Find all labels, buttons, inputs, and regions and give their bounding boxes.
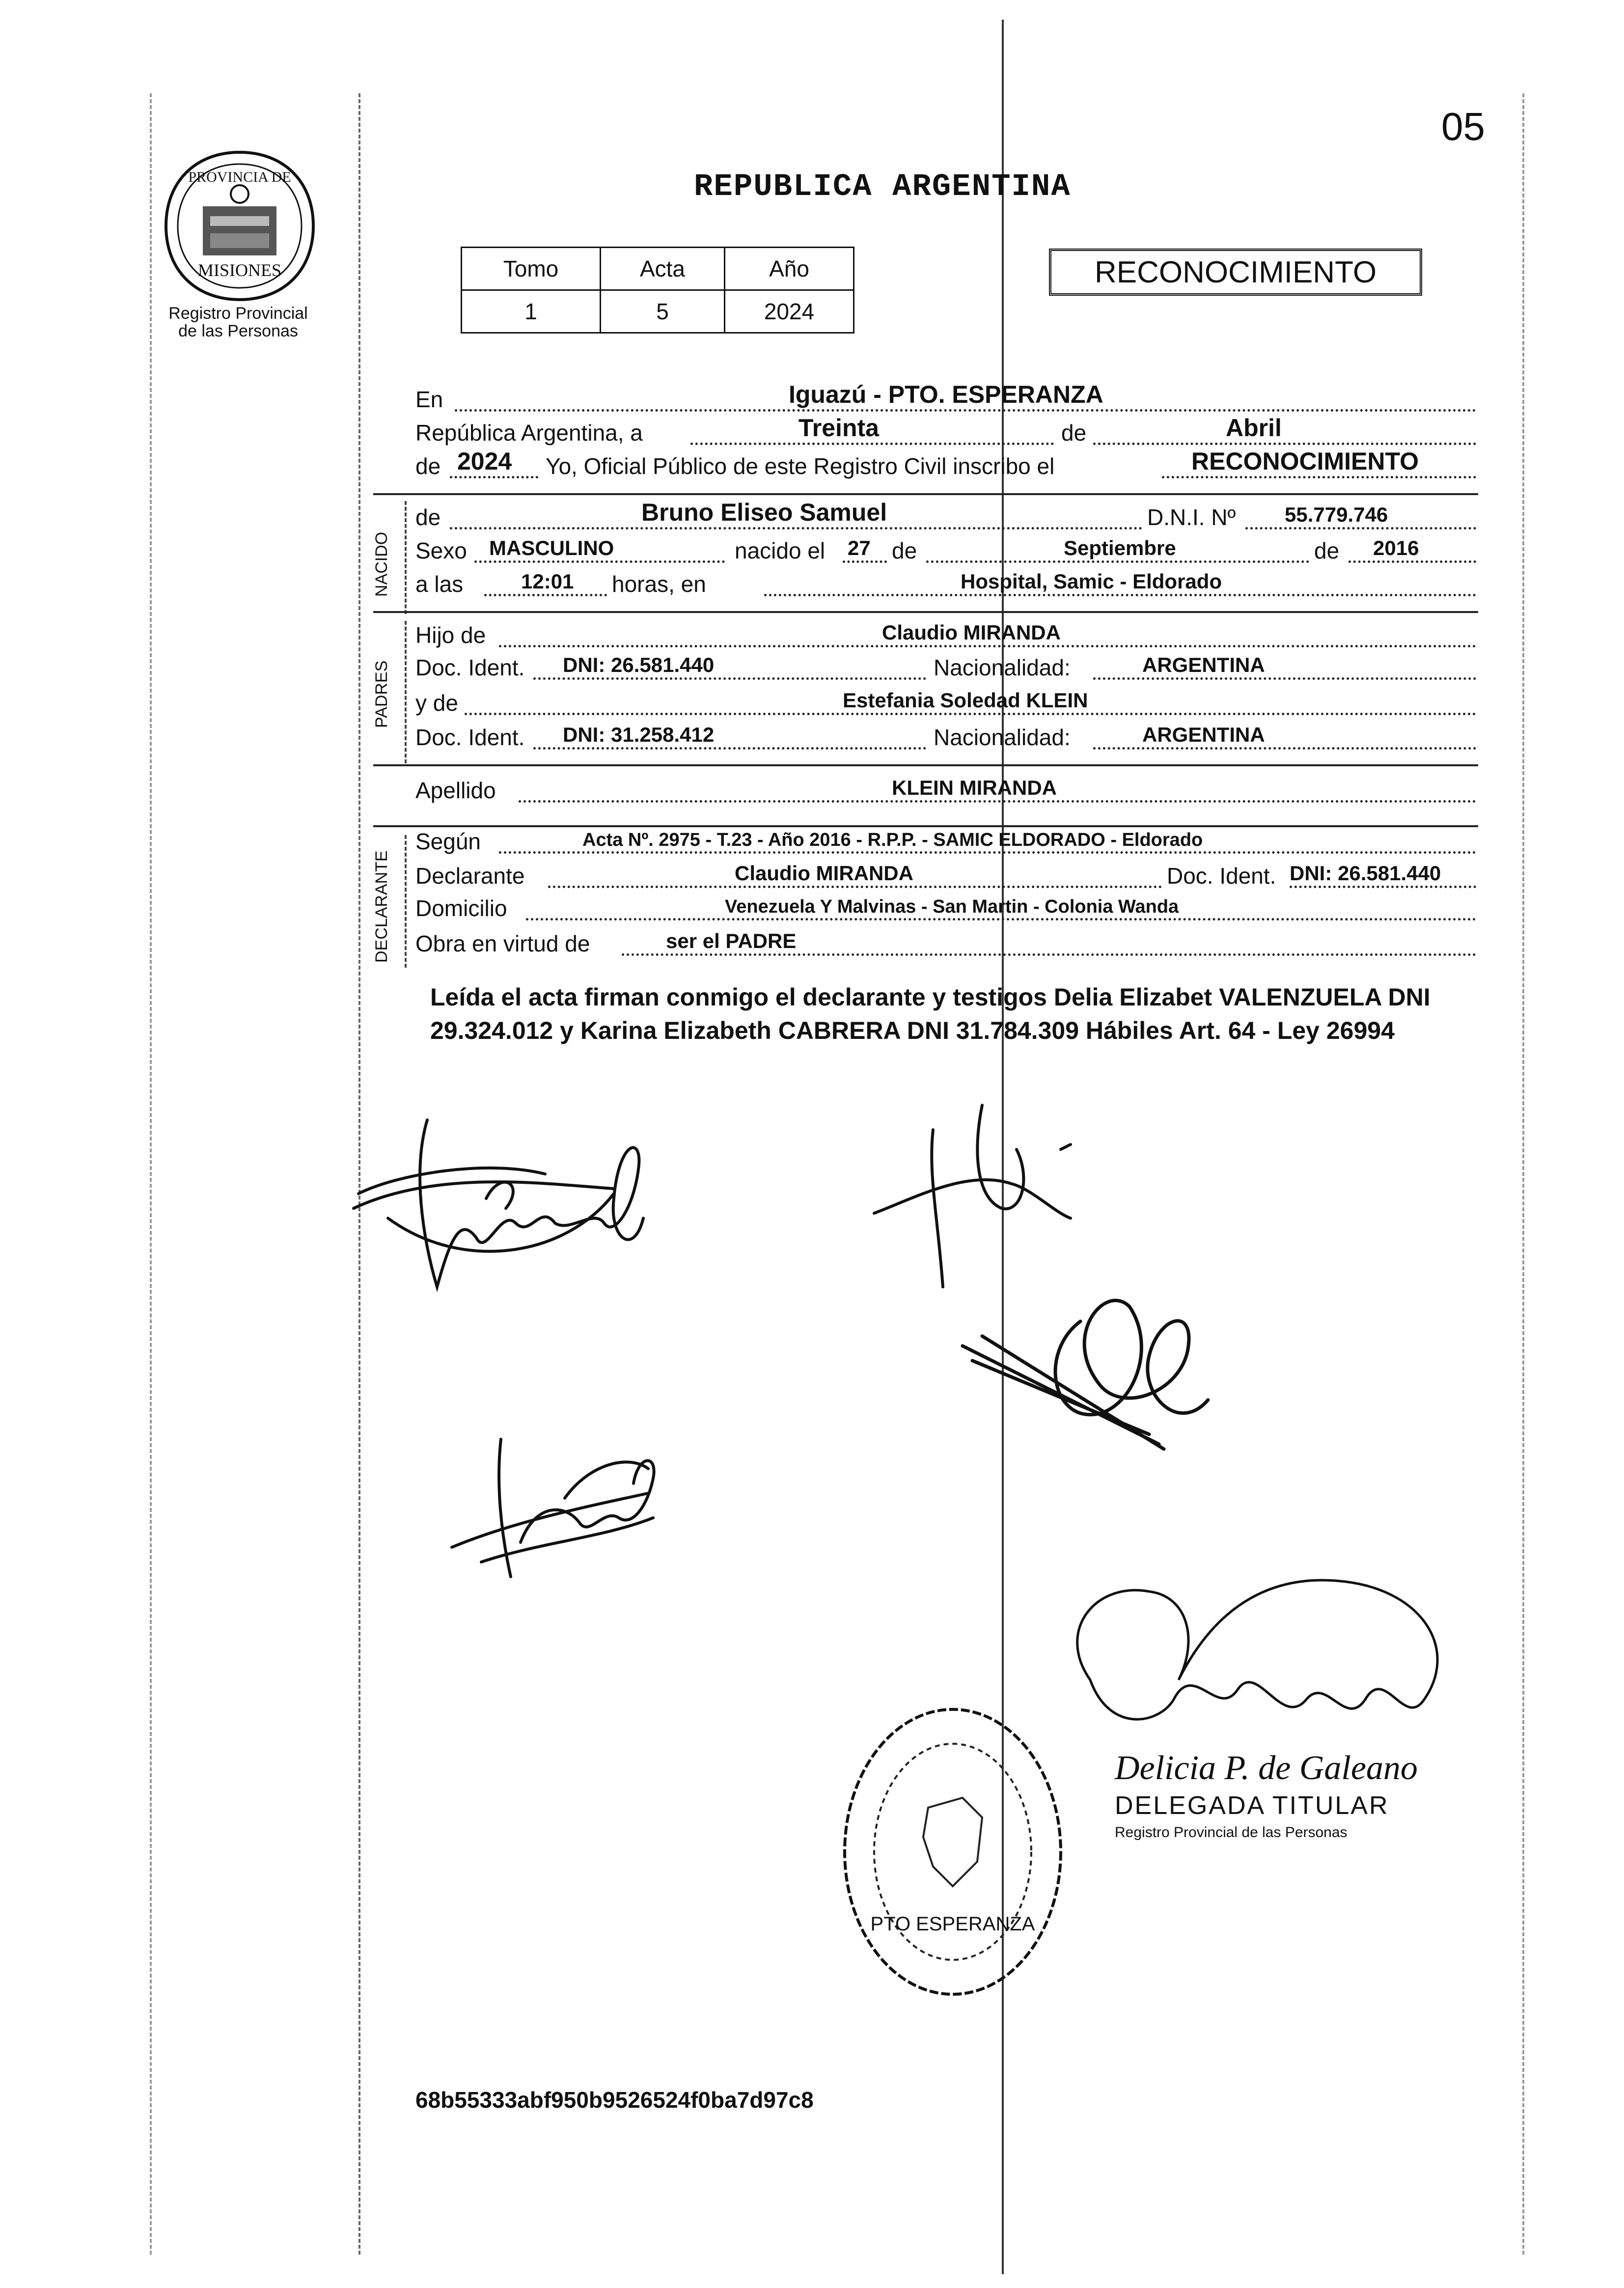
label-horas-en: horas, en	[612, 571, 706, 597]
label-doc-ident: Doc. Ident.	[415, 655, 525, 680]
dotted-fill	[455, 409, 1476, 412]
delegate-org: Registro Provincial de las Personas	[1115, 1824, 1348, 1841]
label-obra: Obra en virtud de	[415, 931, 590, 956]
line-birth-time-place	[415, 570, 1476, 602]
dotted-fill	[1093, 677, 1476, 680]
label-de: de	[415, 504, 441, 530]
value-father-doc: DNI: 26.581.440	[563, 653, 715, 676]
value-child-dni: 55.779.746	[1285, 503, 1388, 526]
record-reference-value-row	[462, 290, 854, 333]
label-de: de	[892, 538, 917, 563]
dotted-fill	[1162, 476, 1476, 478]
line-father-name	[415, 621, 1476, 653]
line-mother-doc	[415, 723, 1476, 755]
dotted-fill	[1245, 527, 1476, 530]
country-header: REPUBLICA ARGENTINA	[694, 169, 1071, 205]
label-nacido-el: nacido el	[735, 538, 826, 563]
far-left-margin-line	[150, 93, 152, 2255]
value-source: Acta Nº. 2975 - T.23 - Año 2016 - R.P.P. - SAMIC ELDORADO - Eldorado	[582, 830, 1203, 850]
label-doc-ident: Doc. Ident.	[1167, 863, 1276, 889]
office-stamp	[835, 1700, 1071, 2004]
provincial-seal	[156, 147, 323, 305]
value-declarant: Claudio MIRANDA	[735, 862, 913, 885]
section-bar-declarante	[405, 835, 407, 968]
label-declarante: Declarante	[415, 863, 525, 889]
value-act-type: RECONOCIMIENTO	[1191, 447, 1419, 475]
section-label-padres: PADRES	[372, 660, 391, 728]
label-y-de: y de	[415, 690, 458, 716]
signature-witness-1	[953, 1287, 1228, 1474]
label-domicilio: Domicilio	[415, 895, 507, 921]
dotted-fill	[1290, 886, 1476, 888]
value-father-nationality: ARGENTINA	[1142, 653, 1265, 676]
label-segun: Según	[415, 829, 481, 854]
seal-caption	[157, 305, 319, 340]
value-birth-day: 27	[848, 536, 871, 559]
line-source	[415, 830, 1476, 860]
line-father-doc	[415, 653, 1476, 686]
dotted-fill	[690, 443, 1054, 445]
closing-statement: Leída el acta firman conmigo el declarante y testigos Delia Elizabet VALENZUELA DNI 29.324.012 y Karina Elizabeth CABRERA DNI 31.784.309 Hábiles Art. 64 - Ley 26994	[430, 983, 1431, 1044]
dotted-fill	[484, 594, 607, 596]
label-doc-ident: Doc. Ident.	[415, 725, 525, 750]
value-day: Treinta	[798, 414, 879, 442]
label-hijo-de: Hijo de	[415, 622, 486, 648]
value-address: Venezuela Y Malvinas - San Martin - Colonia Wanda	[725, 896, 1179, 917]
dotted-fill	[450, 527, 1142, 530]
dotted-fill	[465, 713, 1476, 715]
delegate-signature-text: Delicia P. de Galeano	[1115, 1749, 1418, 1787]
line-mother-name	[415, 689, 1476, 721]
value-father-name: Claudio MIRANDA	[882, 621, 1061, 644]
line-birth	[415, 536, 1476, 569]
seal-bottom-text: MISIONES	[197, 260, 282, 280]
section-bar-nacido	[405, 501, 407, 614]
dotted-fill	[450, 476, 538, 478]
delegate-stamp	[1115, 1749, 1459, 1896]
value-mother-doc: DNI: 31.258.412	[563, 723, 715, 746]
line-place	[415, 381, 1476, 418]
value-sex: MASCULINO	[489, 536, 614, 559]
dotted-fill	[1093, 443, 1476, 445]
value-birth-year: 2016	[1373, 536, 1419, 559]
value-birth-month: Septiembre	[1064, 536, 1176, 559]
value-declarant-doc: DNI: 26.581.440	[1290, 862, 1441, 885]
dotted-fill	[533, 677, 926, 680]
line-child-name	[415, 499, 1476, 535]
section-bar-padres	[405, 621, 407, 763]
value-surname: KLEIN MIRANDA	[892, 776, 1057, 799]
value-ano: 2024	[725, 290, 854, 333]
dotted-fill	[499, 645, 1476, 647]
value-child-name: Bruno Eliseo Samuel	[641, 499, 887, 526]
section-rule	[373, 764, 1478, 766]
dotted-fill	[926, 560, 1309, 563]
section-label-nacido: NACIDO	[372, 531, 391, 597]
line-date	[415, 414, 1476, 451]
dotted-fill	[548, 886, 1162, 888]
record-reference-header-row	[462, 248, 854, 290]
dotted-fill	[526, 918, 1476, 921]
document-hash: 68b55333abf950b9526524f0ba7d97c8	[415, 2087, 814, 2113]
label-republica: República Argentina, a	[415, 420, 643, 446]
label-de: de	[415, 453, 441, 479]
header-tomo: Tomo	[462, 248, 601, 290]
seal-caption-line-2: de las Personas	[178, 322, 298, 340]
dotted-fill	[764, 594, 1476, 596]
value-acta: 5	[601, 290, 725, 333]
label-nacionalidad: Nacionalidad:	[934, 725, 1071, 750]
value-mother-nationality: ARGENTINA	[1142, 723, 1265, 746]
label-dni-no: D.N.I. Nº	[1147, 504, 1236, 530]
seal-top-text: PROVINCIA DE	[188, 169, 291, 185]
section-rule	[373, 611, 1478, 613]
record-reference-table	[461, 247, 854, 334]
dotted-fill	[533, 747, 926, 750]
label-de: de	[1061, 420, 1087, 446]
signature-officer-initials	[854, 1100, 1110, 1307]
header-acta: Acta	[601, 248, 725, 290]
line-declarant	[415, 862, 1476, 894]
value-place: Iguazú - PTO. ESPERANZA	[789, 381, 1103, 408]
value-tomo: 1	[462, 290, 601, 333]
label-apellido: Apellido	[415, 778, 496, 803]
line-capacity	[415, 929, 1476, 962]
value-birth-place: Hospital, Samic - Eldorado	[961, 570, 1222, 593]
line-address	[415, 897, 1476, 926]
value-year: 2024	[457, 447, 512, 475]
section-rule	[373, 825, 1478, 827]
section-rule	[373, 493, 1478, 495]
dotted-fill	[843, 560, 887, 563]
dotted-fill	[1349, 560, 1476, 563]
document-type-box: RECONOCIMIENTO	[1049, 249, 1422, 296]
dotted-fill	[474, 560, 725, 563]
value-month: Abril	[1226, 414, 1282, 442]
header-ano: Año	[725, 248, 854, 290]
line-year-act	[415, 447, 1476, 484]
label-sexo: Sexo	[415, 538, 467, 563]
seal-caption-line-1: Registro Provincial	[168, 304, 308, 323]
dotted-fill	[1093, 747, 1476, 750]
label-en: En	[415, 387, 443, 412]
right-margin-line	[1522, 93, 1524, 2255]
page-number: 05	[1441, 105, 1485, 148]
value-mother-name: Estefania Soledad KLEIN	[843, 689, 1088, 712]
signature-declarant	[339, 1110, 692, 1366]
dotted-fill	[499, 851, 1476, 854]
label-yo: Yo, Oficial Público de este Registro Civil inscribo el	[546, 453, 1055, 479]
office-stamp-text: PTO ESPERANZA	[870, 1913, 1035, 1935]
line-surname	[415, 776, 1476, 809]
value-capacity: ser el PADRE	[666, 929, 797, 952]
dotted-fill	[519, 800, 1476, 803]
value-birth-time: 12:01	[521, 570, 574, 593]
label-nacionalidad: Nacionalidad:	[934, 655, 1071, 680]
delegate-title: DELEGADA TITULAR	[1115, 1791, 1389, 1820]
label-de: de	[1314, 538, 1340, 563]
label-a-las: a las	[415, 571, 464, 597]
dotted-fill	[622, 953, 1476, 956]
signature-witness-2	[442, 1424, 697, 1601]
section-label-declarante: DECLARANTE	[372, 850, 391, 963]
